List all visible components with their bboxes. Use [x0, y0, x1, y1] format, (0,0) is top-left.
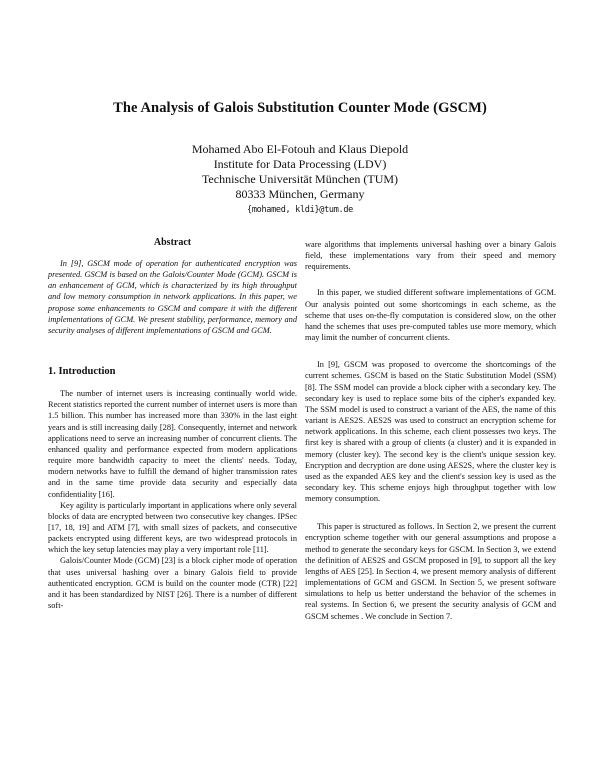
intro-paragraph-2: Key agility is particularly important in applications where only several blocks of data are encrypted between two consecutive key changes. IPSec [17, 18, 19] and ATM [7], with small sizes of packets, and consecutive packets encrypted using different keys, are two widespread protocols in which the key setup latencies may play a very important role [11]. — [48, 500, 297, 555]
university: Technische Universität München (TUM) — [201, 172, 399, 186]
paper-title: The Analysis of Galois Substitution Counter Mode (GSCM) — [113, 100, 487, 116]
right-paragraph-3: In [9], GSCM was proposed to overcome the shortcomings of the current schemes. GSCM is based on the Static Substitution Model (SSM) [8]. The SSM model can provide a block cipher with a secondary key. The secondary key is used to replace some bits of the cipher's expanded key. The SSM model is used to construct a variant of the AES, the name of this variant is AES2S. AES2S was used to construct an encryption scheme for network applications. In this scheme, each client possesses two keys. The first key is shared with a group of clients (a cluster) and it is expanded in memory (cluster key). The second key is the client's unique session key. Encryption and decryption are done using AES2S, where the cluster key is used as the expanded AES key and the client's session key is used as the secondary key. This scheme enjoys high throughput together with low memory consumption. — [305, 360, 556, 504]
institute: Institute for Data Processing (LDV) — [213, 157, 387, 171]
right-column — [305, 239, 556, 622]
right-paragraph-4: This paper is structured as follows. In Section 2, we present the current encryption scheme together with our general assumptions and propose a method to generate the secondary keys for GSCM. In Section 3, we extend the definition of AES2S and GSCM proposed in [9], to support all the key lengths of AES [25]. In Section 4, we present memory analysis of different implementations of GCM and GSCM. In Section 5, we present software simulations to help us better understand the behavior of the schemes in real systems. In Section 6, we present the security analysis of GCM and GSCM schemes . We conclude in Section 7. — [305, 522, 556, 621]
author-block — [0, 142, 600, 218]
right-paragraph-1: ware algorithms that implements universal hashing over a binary Galois field, these implementations vary from their speed and memory requirements. — [305, 240, 556, 272]
author-names: Mohamed Abo El-Fotouh and Klaus Diepold — [191, 142, 409, 156]
right-paragraph-2: In this paper, we studied different software implementations of GCM. Our analysis pointed out some shortcomings in each scheme, as the scheme that uses on-the-fly computation is considered slow, on the other hand the schemes that uses pre-computed tables use more memory, which may limit the number of concurrent clients. — [305, 288, 556, 343]
email: {mohamed, kldi}@tum.de — [247, 205, 353, 215]
address: 80333 München, Germany — [235, 187, 365, 201]
left-column — [48, 236, 297, 611]
section-heading-introduction: 1. Introduction — [48, 366, 116, 378]
intro-paragraph-1: The number of internet users is increasing continually world wide. Recent statistics reported the current number of internet users is more than 1.5 billion. This number has increased more than 330% in the last eight years and is still increasing daily [28]. Consequently, internet and network applications need to serve an increasing number of concurrent clients. The enhanced quality and performance expected from modern applications require more bandwidth capacity to meet the clients' needs. Today, modern networks have to fulfill the demand of higher transmission rates and in the same time provide data security and especially data confidentiality [16]. — [48, 389, 297, 499]
intro-paragraph-3: Galois/Counter Mode (GCM) [23] is a block cipher mode of operation that uses universal hashing over a binary Galois field to provide authenticated encryption. GCM is build on the counter mode (CTR) [22] and it has been standardized by NIST [26]. There is a number of different soft- — [48, 556, 297, 611]
abstract-text: In [9], GSCM mode of operation for authenticated encryption was presented. GSCM is based on the Galois/Counter Mode (GCM). GSCM is an enhancement of GCM, which is characterized by its high throughput and low memory consumption in network applications. In this paper, we propose some enhancements to GSCM and compare it with the different implementations of GCM. We present stability, performance, memory and security analyses of different implementations of GSCM and GCM. — [48, 259, 297, 335]
abstract-heading: Abstract — [153, 237, 192, 248]
